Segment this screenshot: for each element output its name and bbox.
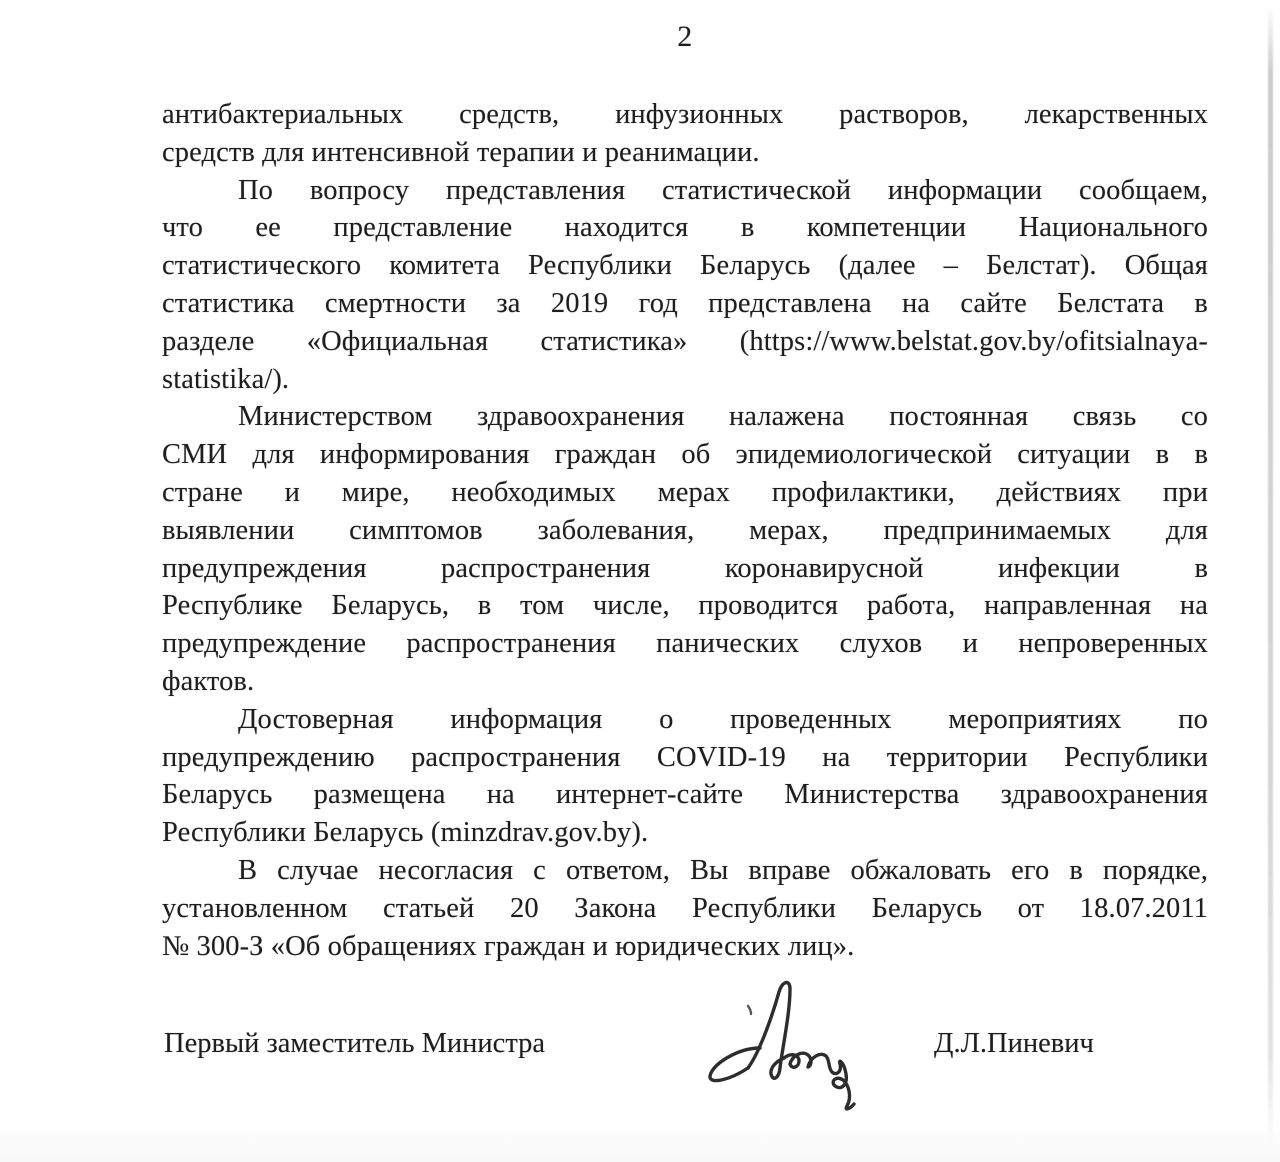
text-line: стране и мире, необходимых мерах профилактики, действиях при xyxy=(162,476,1208,508)
text-line: Республики Беларусь (minzdrav.gov.by). xyxy=(162,817,649,849)
text-line: предупреждение распространения панических слухов и непроверенных xyxy=(162,628,1208,660)
page-number: 2 xyxy=(677,20,693,53)
text-line: Беларусь размещена на интернет-сайте Министерства здравоохранения xyxy=(162,779,1208,811)
text-line: Министерством здравоохранения налажена постоянная связь со xyxy=(238,401,1208,433)
text-line: выявлении симптомов заболевания, мерах, предпринимаемых для xyxy=(162,514,1208,546)
scan-bottom-shade xyxy=(0,1122,1280,1162)
text-line: Достоверная информация о проведенных мероприятиях по xyxy=(238,703,1208,735)
text-line: установленном статьей 20 Закона Республики Беларусь от 18.07.2011 xyxy=(162,892,1208,924)
text-line: № 300-З «Об обращениях граждан и юридических лиц». xyxy=(162,930,855,962)
signature-handwriting xyxy=(678,968,898,1133)
text-line: Республике Беларусь, в том числе, проводится работа, направленная на xyxy=(162,590,1208,622)
text-line: предупреждению распространения COVID-19 на территории Республики xyxy=(162,741,1208,773)
text-line: фактов. xyxy=(162,665,255,697)
text-line: В случае несогласия с ответом, Вы вправе обжаловать его в порядке, xyxy=(238,854,1208,886)
text-line: средств для интенсивной терапии и реанимации. xyxy=(162,136,760,168)
text-line: статистического комитета Республики Беларусь (далее – Белстат). Общая xyxy=(162,250,1208,282)
signatory-title: Первый заместитель Министра xyxy=(164,1028,546,1059)
text-line: СМИ для информирования граждан об эпидемиологической ситуации в в xyxy=(162,439,1208,471)
text-line: statistika/). xyxy=(162,363,290,395)
text-line: разделе «Официальная статистика» (https://www.belstat.gov.by/ofitsialnaya- xyxy=(162,325,1208,357)
text-line: статистика смертности за 2019 год представлена на сайте Белстата в xyxy=(162,287,1208,319)
letter-body xyxy=(162,96,1208,965)
text-line: что ее представление находится в компетенции Национального xyxy=(162,212,1208,244)
text-line: По вопросу представления статистической информации сообщаем, xyxy=(238,174,1208,206)
scan-edge-artifact xyxy=(1268,6,1273,1146)
text-line: предупреждения распространения коронавирусной инфекции в xyxy=(162,552,1208,584)
signatory-name: Д.Л.Пиневич xyxy=(934,1028,1094,1059)
text-line: антибактериальных средств, инфузионных растворов, лекарственных xyxy=(162,99,1208,130)
